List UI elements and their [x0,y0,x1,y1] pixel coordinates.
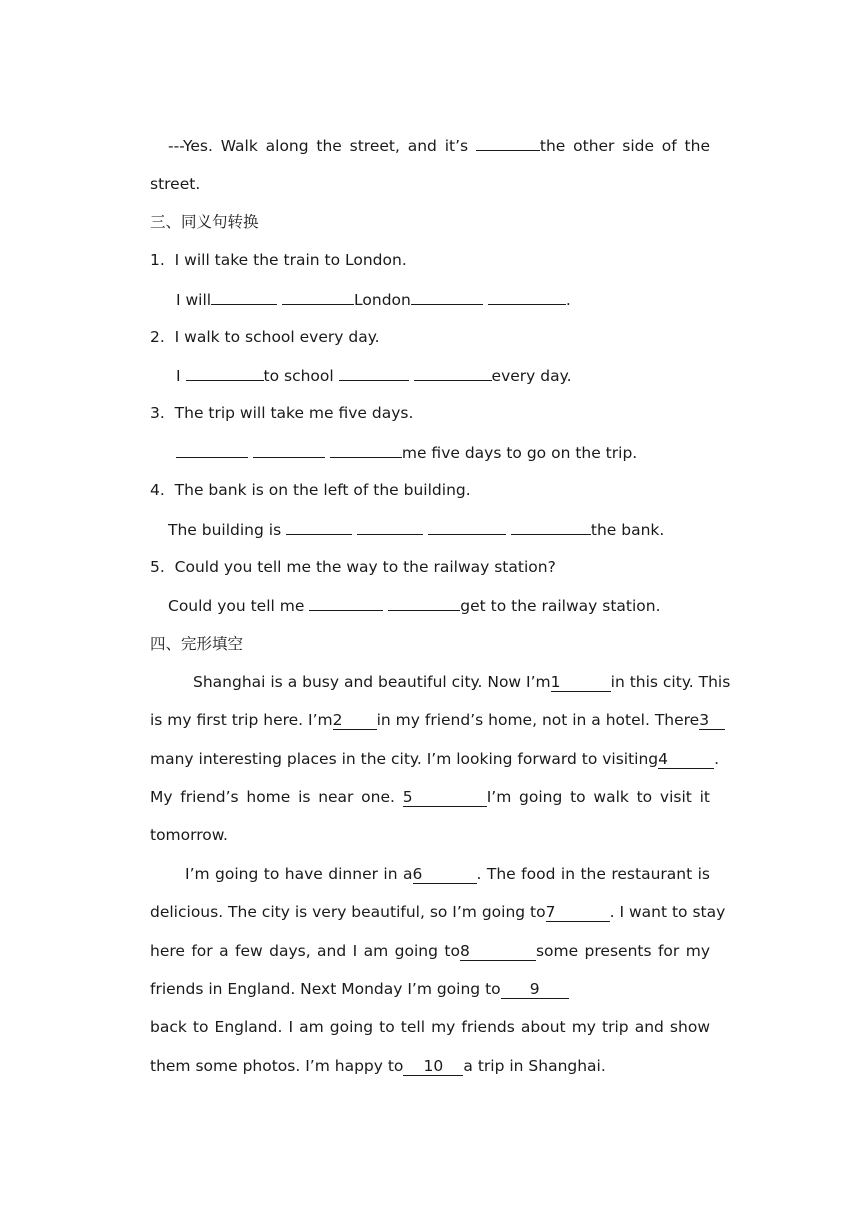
cloze-line: back to England. I am going to tell my friends about my trip and show [150,1018,710,1036]
cloze-blank[interactable]: 5 [403,789,487,807]
cloze-blank[interactable]: 3 [699,712,725,730]
answer-blank[interactable] [211,288,277,305]
question-3: 3. The trip will take me five days. [150,404,414,422]
cloze-line: I’m going to have dinner in a6 . The food in the restaurant is [185,865,710,883]
cloze-line: delicious. The city is very beautiful, so I’m going to7 . I want to stay [150,903,726,921]
cloze-blank[interactable]: 6 [413,866,477,884]
prev-item-line-2: street. [150,175,201,193]
cloze-line: My friend’s home is near one. 5 I’m going to walk to visit it [150,788,710,806]
cloze-blank[interactable]: 8 [460,943,536,961]
answer-2: I to school every day. [176,364,736,387]
section-title: 三、同义句转换 [150,213,259,231]
answer-blank[interactable] [411,288,483,305]
answer-blank[interactable] [428,518,506,535]
dash-prefix: --- [168,137,183,155]
prev-item-line-1: ---Yes. Walk along the street, and it’s the other side of the [168,134,710,157]
cloze-line: many interesting places in the city. I’m looking forward to visiting4 . [150,750,720,768]
cloze-line: tomorrow. [150,826,228,844]
answer-blank[interactable] [357,518,423,535]
answer-blank[interactable] [286,518,352,535]
cloze-line: them some photos. I’m happy to 10 a trip in Shanghai. [150,1057,606,1075]
answer-blank[interactable] [176,441,248,458]
answer-blank[interactable] [414,364,492,381]
answer-blank[interactable] [282,288,354,305]
answer-blank[interactable] [476,134,540,151]
answer-blank[interactable] [511,518,591,535]
question-5: 5. Could you tell me the way to the railway station? [150,558,556,576]
answer-5: Could you tell me get to the railway station. [168,594,728,617]
cloze-blank[interactable]: 7 [546,904,610,922]
section-title: 四、完形填空 [150,635,244,653]
cloze-blank[interactable]: 4 [658,751,714,769]
question-1: 1. I will take the train to London. [150,251,407,269]
cloze-line: Shanghai is a busy and beautiful city. Now I’m1 in this city. This [193,673,731,691]
answer-blank[interactable] [330,441,402,458]
cloze-blank[interactable]: 10 [403,1058,463,1076]
cloze-blank[interactable]: 9 [501,981,569,999]
answer-1: I will London . [176,288,736,311]
answer-blank[interactable] [253,441,325,458]
answer-blank[interactable] [388,594,460,611]
question-2: 2. I walk to school every day. [150,328,380,346]
cloze-line: friends in England. Next Monday I’m going to 9 [150,978,710,1000]
cloze-line: here for a few days, and I am going to8 some presents for my [150,942,710,960]
answer-blank[interactable] [339,364,409,381]
answer-blank[interactable] [309,594,383,611]
cloze-line: is my first trip here. I’m2 in my friend’s home, not in a hotel. There3 [150,709,710,731]
answer-blank[interactable] [186,364,264,381]
answer-3: me five days to go on the trip. [176,441,736,464]
question-4: 4. The bank is on the left of the building. [150,481,471,499]
cloze-blank[interactable]: 2 [333,712,377,730]
cloze-blank[interactable]: 1 [551,674,611,692]
answer-4: The building is the bank. [168,518,728,541]
answer-blank[interactable] [488,288,566,305]
